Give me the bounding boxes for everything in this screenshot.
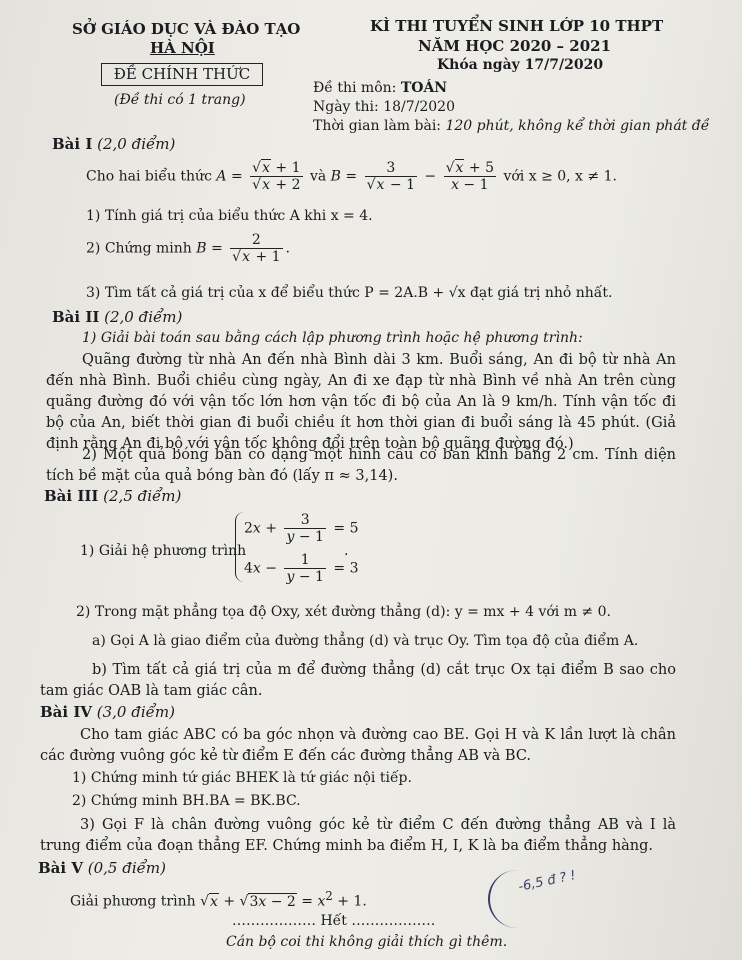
bai4-heading: Bài IV xyxy=(40,703,92,721)
bai2-q2: 2) Một quả bóng bàn có dạng một hình cầu có bán kính bằng 2 cm. Tính diện tích bề mặt của quả bóng bàn đó (lấy π ≈ 3,14). xyxy=(46,447,676,484)
bai4-q1: 1) Chứng minh tứ giác BHEK là tứ giác nội tiếp. xyxy=(72,770,412,786)
bai5-points: (0,5 điểm) xyxy=(87,859,166,877)
bai4-points: (3,0 điểm) xyxy=(96,703,175,721)
bai3-q2: 2) Trong mặt phẳng tọa độ Oxy, xét đường thẳng (d): y = mx + 4 với m ≠ 0. xyxy=(76,604,611,620)
bai4-heading-line xyxy=(40,703,175,721)
bai1-heading: Bài I xyxy=(52,135,93,153)
bai1-intro-prefix: Cho hai biểu thức xyxy=(86,168,212,185)
fraction-b-proof: $\frac{2}{√x + 1}$ xyxy=(232,232,281,265)
bai1-intro-cond: với x ≥ 0, x ≠ 1. xyxy=(503,168,617,185)
bai5-heading: Bài V xyxy=(38,859,83,877)
bai3-q2a: a) Gọi A là giao điểm của đường thẳng (d) và trục Oy. Tìm tọa độ của điểm A. xyxy=(92,633,639,649)
bai3-heading: Bài III xyxy=(44,487,99,505)
system-period: . xyxy=(344,543,349,559)
fraction-a: $\frac{√x + 1}{√x + 2}$ xyxy=(252,160,301,193)
bai4-intro: Cho tam giác ABC có ba góc nhọn và đường cao BE. Gọi H và K lần lượt là chân các đường vuông góc kẻ từ điểm E đến các đường thẳng AB và BC. xyxy=(40,727,676,764)
bai1-q2: 2) Chứng minh B = $\frac{2}{√x + 1}$ . xyxy=(86,232,290,265)
bai1-heading-line xyxy=(52,135,175,153)
footer-note: Cán bộ coi thi không giải thích gì thêm. xyxy=(226,934,508,950)
bai2-heading-line xyxy=(52,308,182,326)
bai3-heading-line xyxy=(44,487,181,505)
bai4-q2: 2) Chứng minh BH.BA = BK.BC. xyxy=(72,793,301,809)
official-label: ĐỀ CHÍNH THỨC xyxy=(101,63,263,86)
bai2-q1-body: Quãng đường từ nhà An đến nhà Bình dài 3 km. Buổi sáng, An đi bộ từ nhà An đến nhà Bình. Buổi chiều cùng ngày, An đi xe đạp từ nhà Bình về nhà An trên cùng quãng đường đó với vận tốc lớn hơn vận tốc đi bộ của An là 9 km/h. Tính vận tốc đi bộ của An, biết thời gian đi buổi chiều ít hơn thời gian đi buổi sáng là 45 phút. (Giả định rằng An đi bộ với vận tốc không đổi trên toàn bộ quãng đường đó.) xyxy=(46,352,676,452)
school-year: NĂM HỌC 2020 – 2021 xyxy=(418,37,612,55)
bai3-q2b: b) Tìm tất cả giá trị của m để đường thẳng (d) cắt trục Ox tại điểm B sao cho tam giác OAB là tam giác cân. xyxy=(40,662,676,699)
bai1-q2-prefix: 2) Chứng minh xyxy=(86,240,192,257)
bai4-q3: 3) Gọi F là chân đường vuông góc kẻ từ điểm C đến đường thẳng AB và I là trung điểm của đoạn thẳng EF. Chứng minh ba điểm H, I, K là ba điểm thẳng hàng. xyxy=(40,817,676,854)
exam-date: Khóa ngày 17/7/2020 xyxy=(437,57,604,73)
bai1-points: (2,0 điểm) xyxy=(97,135,176,153)
subject: TOÁN xyxy=(400,80,448,96)
pages-note: (Đề thi có 1 trang) xyxy=(114,92,246,108)
bai5-q-prefix: Giải phương trình xyxy=(70,893,196,910)
end-mark: ……………… Hết ……………… xyxy=(232,913,436,929)
bai5-question: Giải phương trình $√x + √3x - 2 = x^2 + 1$. xyxy=(70,889,367,910)
bai3-points: (2,5 điểm) xyxy=(103,487,182,505)
bai5-heading-line xyxy=(38,859,166,877)
bai1-q3: 3) Tìm tất cả giá trị của x để biểu thức P = 2A.B + √x đạt giá trị nhỏ nhất. xyxy=(86,285,613,301)
equation-1: 2x + $\frac{3}{y - 1}$ = 5 xyxy=(244,512,359,545)
bai1-intro: Cho hai biểu thức A = $\frac{√x + 1}{√x + 2}$ và B = $\frac{3}{√x - 1}$ − $\frac{√x + 5}{x - 1}$ với x ≥ 0, x ≠ 1. xyxy=(86,160,617,193)
subject-label: Đề thi môn: xyxy=(313,80,397,96)
time-label: Thời gian làm bài: xyxy=(313,118,442,134)
test-date: Ngày thi: 18/7/2020 xyxy=(313,99,455,115)
bai2-heading: Bài II xyxy=(52,308,100,326)
dept-line2: HÀ NỘI xyxy=(150,39,215,57)
equation-2: 4x − $\frac{1}{y - 1}$ = 3 xyxy=(244,552,359,585)
bai2-points: (2,0 điểm) xyxy=(104,308,183,326)
bai1-q1: 1) Tính giá trị của biểu thức A khi x = 4. xyxy=(86,208,373,224)
bai2-q1-title: 1) Giải bài toán sau bằng cách lập phương trình hoặc hệ phương trình: xyxy=(82,330,583,346)
time-line xyxy=(313,118,709,134)
dept-line1: SỞ GIÁO DỤC VÀ ĐÀO TẠO xyxy=(72,20,301,38)
bai3-q1-prefix: 1) Giải hệ phương trình xyxy=(80,543,247,559)
system-brace xyxy=(235,512,244,582)
fraction-b2: $\frac{√x + 5}{x - 1}$ xyxy=(445,160,494,193)
fraction-b1: $\frac{3}{√x - 1}$ xyxy=(366,160,415,193)
subject-line xyxy=(313,80,447,96)
exam-title: KÌ THI TUYỂN SINH LỚP 10 THPT xyxy=(370,17,664,35)
handwritten-note: -6,5 đ ? ! xyxy=(517,868,578,895)
time-value: 120 phút, không kể thời gian phát đề xyxy=(445,118,710,134)
